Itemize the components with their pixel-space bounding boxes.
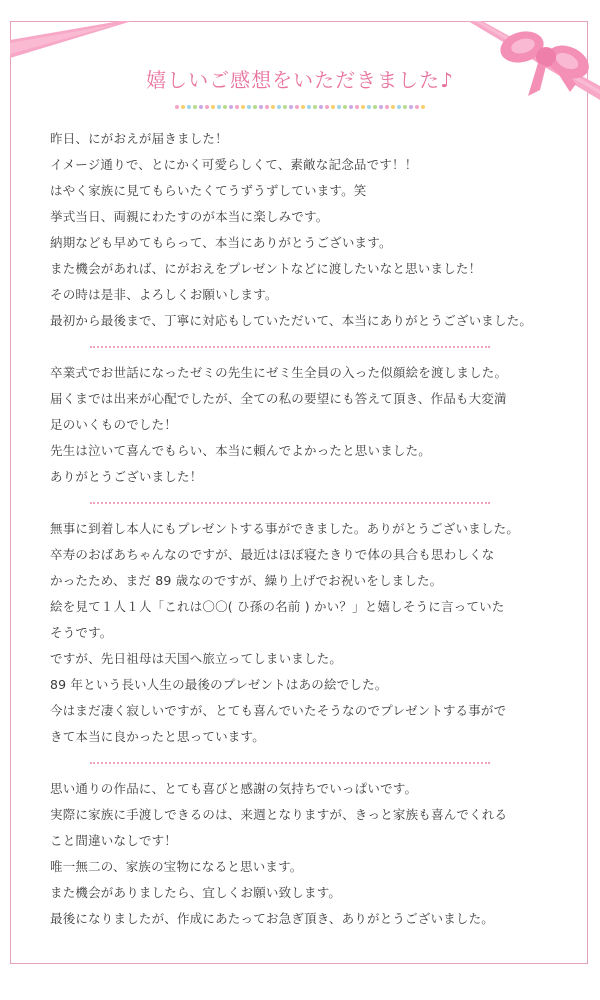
decor-dot	[193, 105, 197, 109]
message-line: ですが、先日祖母は天国へ旅立ってしまいました。	[50, 651, 343, 666]
message-line: 最初から最後まで、丁寧に対応もしていただいて、本当にありがとうございました。	[50, 313, 533, 328]
decor-dot	[211, 105, 215, 109]
decor-dot	[367, 105, 371, 109]
decor-dot	[241, 105, 245, 109]
message-line: 卒業式でお世話になったゼミの先生にゼミ生全員の入った似顔絵を渡しました。	[50, 365, 508, 380]
page-title: 嬉しいご感想をいただきました♪	[146, 68, 454, 92]
message-line: 思い通りの作品に、とても喜びと感謝の気持ちでいっぱいです。	[50, 781, 418, 796]
decor-dot	[247, 105, 251, 109]
decor-dot	[181, 105, 185, 109]
message-line: 絵を見て１人１人「これは〇〇( ひ孫の名前 ) かい？」と嬉しそうに言っていた	[50, 599, 505, 614]
decor-dot	[307, 105, 311, 109]
message-line: 納期なども早めてもらって、本当にありがとうございます。	[50, 235, 392, 250]
message-line: また機会があれば、にがおえをプレゼントなどに渡したいなと思いました！	[50, 261, 482, 276]
decor-dot	[331, 105, 335, 109]
message-line: 先生は泣いて喜んでもらい、本当に頼んでよかったと思いました。	[50, 443, 432, 458]
decor-dot	[295, 105, 299, 109]
message-line: イメージ通りで、とにかく可愛らしくて、素敵な記念品です！！	[50, 157, 418, 172]
decor-dot	[415, 105, 419, 109]
message-line: 昨日、にがおえが届きました！	[50, 131, 228, 146]
message-line: きて本当に良かったと思っています。	[50, 729, 265, 744]
decor-dot	[385, 105, 389, 109]
decor-dot	[271, 105, 275, 109]
message-line: 足のいくものでした！	[50, 417, 178, 432]
decor-dot	[289, 105, 293, 109]
decor-dot	[175, 105, 179, 109]
message-line: また機会がありましたら、宜しくお願い致します。	[50, 885, 342, 900]
testimonial-list	[50, 126, 560, 932]
dotted-separator	[90, 346, 490, 348]
decor-dot	[277, 105, 281, 109]
testimonial-message	[50, 360, 560, 490]
testimonial-message	[50, 126, 560, 334]
decor-dot	[283, 105, 287, 109]
dotted-separator	[90, 762, 490, 764]
decor-dot	[337, 105, 341, 109]
message-line: 挙式当日、両親にわたすのが本当に楽しみです。	[50, 209, 329, 224]
decor-dot	[223, 105, 227, 109]
message-line: 実際に家族に手渡しできるのは、来週となりますが、きっと家族も喜んでくれる	[50, 807, 508, 822]
message-line: ありがとうございました！	[50, 469, 203, 484]
testimonial-message	[50, 516, 560, 750]
decor-dot	[379, 105, 383, 109]
decor-dot	[361, 105, 365, 109]
decor-dot	[373, 105, 377, 109]
decor-dot	[325, 105, 329, 109]
decor-dot	[229, 105, 233, 109]
decor-dot	[409, 105, 413, 109]
dotted-separator	[90, 502, 490, 504]
decor-dot	[349, 105, 353, 109]
decor-dot	[205, 105, 209, 109]
decor-dot	[355, 105, 359, 109]
message-line: その時は是非、よろしくお願いします。	[50, 287, 278, 302]
decor-dot	[421, 105, 425, 109]
decor-dot	[265, 105, 269, 109]
decor-dot	[235, 105, 239, 109]
decor-dot	[319, 105, 323, 109]
decor-dot	[313, 105, 317, 109]
testimonial-message	[50, 776, 560, 932]
decor-dot	[187, 105, 191, 109]
decor-dot	[217, 105, 221, 109]
message-line: かったため、まだ 89 歳なのですが、繰り上げでお祝いをしました。	[50, 573, 443, 588]
decor-dot	[301, 105, 305, 109]
decor-dot	[253, 105, 257, 109]
decor-dot	[391, 105, 395, 109]
message-line: そうです。	[50, 625, 113, 640]
message-line: はやく家族に見てもらいたくてうずうずしています。笑	[50, 183, 367, 198]
decor-dot	[397, 105, 401, 109]
message-line: 今はまだ凄く寂しいですが、とても喜んでいたそうなのでプレゼントする事がで	[50, 703, 507, 718]
decor-dot	[343, 105, 347, 109]
message-line: 届くまでは出来が心配でしたが、全ての私の要望にも答えて頂き、作品も大変満	[50, 391, 507, 406]
message-line: こと間違いなしです！	[50, 833, 178, 848]
decor-dot	[403, 105, 407, 109]
message-line: 卒寿のおばあちゃんなのですが、最近はほぼ寝たきりで体の具合も思わしくな	[50, 547, 495, 562]
dotted-divider	[174, 104, 426, 110]
decor-dot	[199, 105, 203, 109]
message-line: 唯一無二の、家族の宝物になると思います。	[50, 859, 303, 874]
message-line: 最後になりましたが、作成にあたってお急ぎ頂き、ありがとうございました。	[50, 911, 495, 926]
decor-dot	[259, 105, 263, 109]
message-line: 無事に到着し本人にもプレゼントする事ができました。ありがとうございました。	[50, 521, 520, 536]
message-line: 89 年という長い人生の最後のプレゼントはあの絵でした。	[50, 677, 388, 692]
